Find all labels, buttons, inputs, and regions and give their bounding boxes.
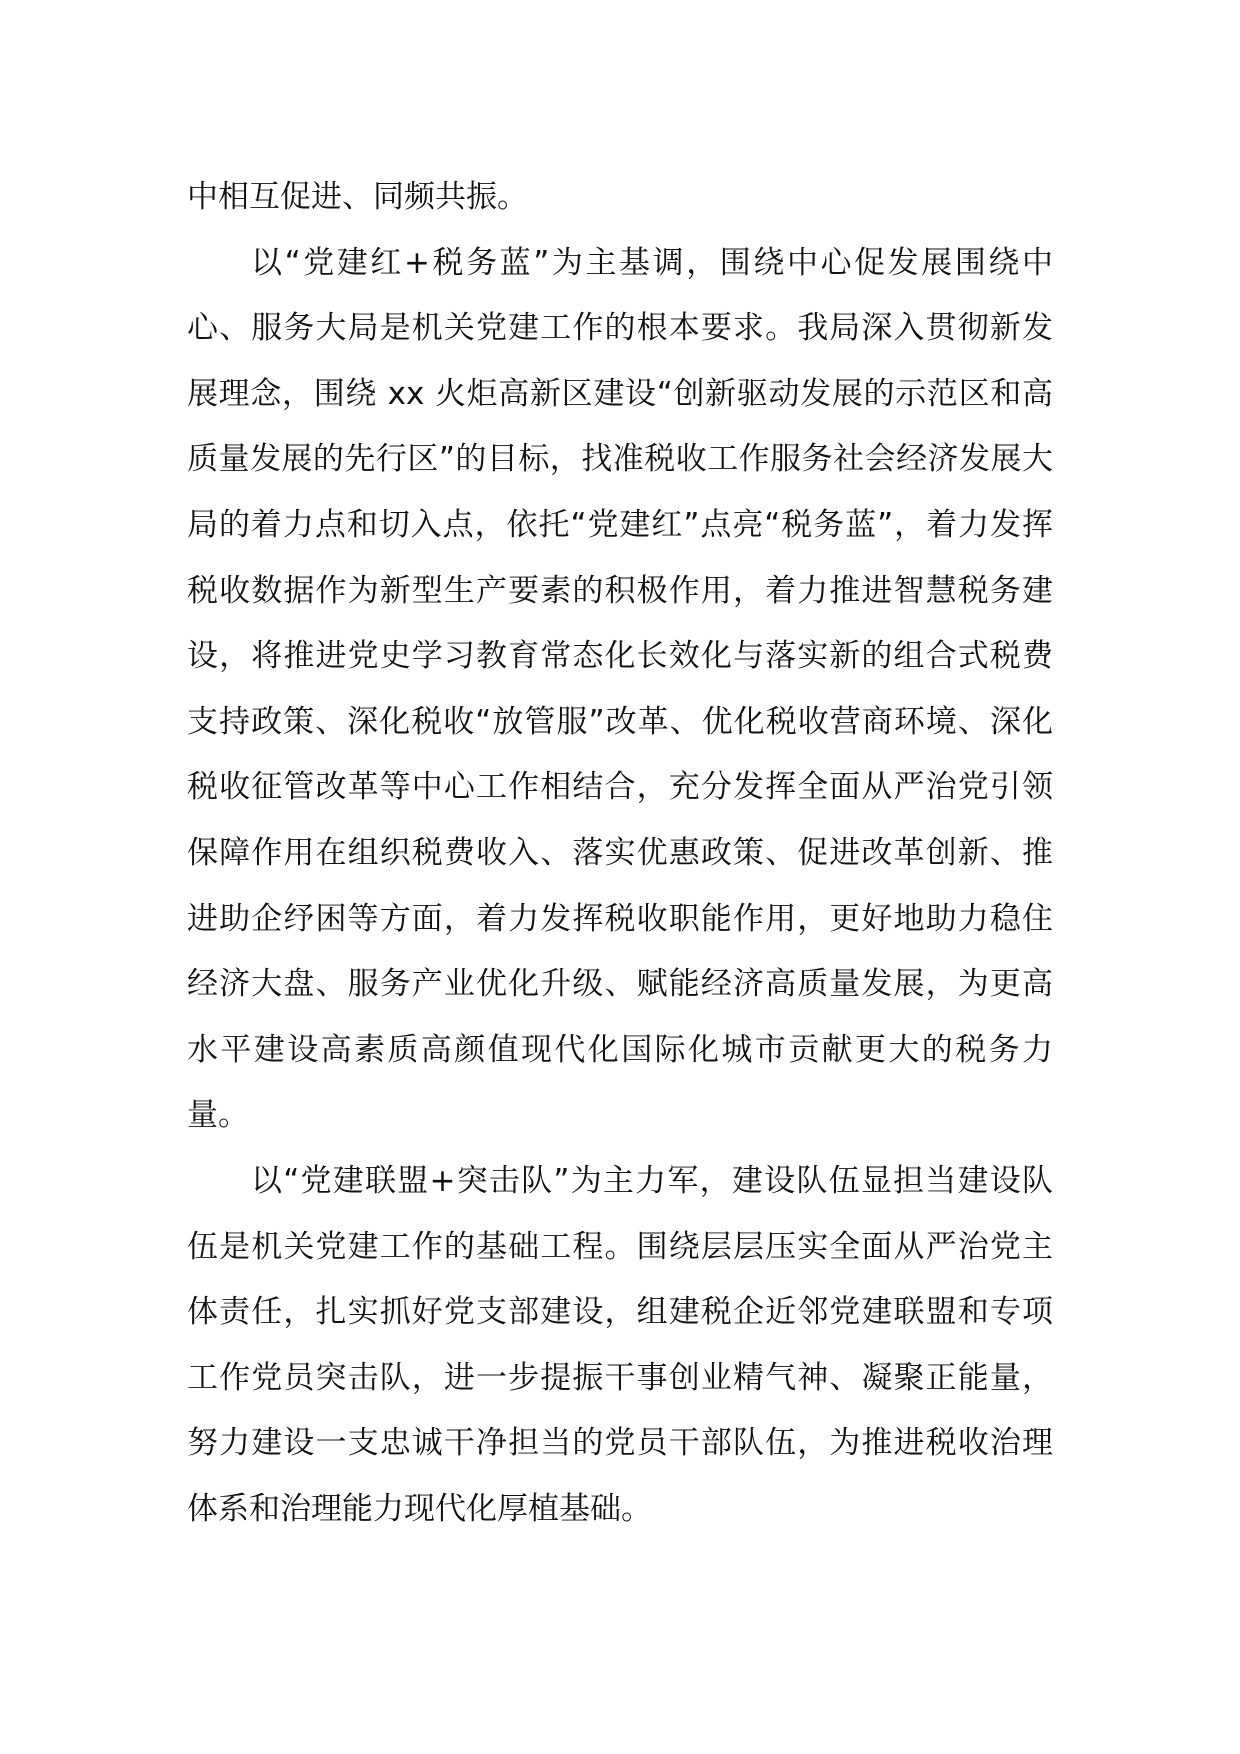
paragraph-continuation: 中相互促进、同频共振。 — [187, 179, 528, 215]
body-text — [187, 165, 1053, 1542]
paragraph-party-alliance-strike-team: 以“党建联盟+突击队”为主力军，建设队伍显担当建设队伍是机关党建工作的基础工程。围绕层层压实全面从严治党主体责任，扎实抓好党支部建设，组建税企近邻党建联盟和专项工作党员突击队，进一步提振干事创业精气神、凝聚正能量，努力建设一支忠诚干净担当的党员干部队伍，为推进税收治理体系和治理能力现代化厚植基础。 — [187, 1162, 1053, 1527]
paragraph-party-red-tax-blue: 以“党建红+税务蓝”为主基调，围绕中心促发展围绕中心、服务大局是机关党建工作的根本要求。我局深入贯彻新发展理念，围绕 xx 火炬高新区建设“创新驱动发展的示范区和高质量发展的先行区”的目标，找准税收工作服务社会经济发展大局的着力点和切入点，依托“党建红”点亮“税务蓝”，着力发挥税收数据作为新型生产要素的积极作用，着力推进智慧税务建设，将推进党史学习教育常态化长效化与落实新的组合式税费支持政策、深化税收“放管服”改革、优化税收营商环境、深化税收征管改革等中心工作相结合，充分发挥全面从严治党引领保障作用在组织税费收入、落实优惠政策、促进改革创新、推进助企纾困等方面，着力发挥税收职能作用，更好地助力稳住经济大盘、服务产业优化升级、赋能经济高质量发展，为更高水平建设高素质高颜值现代化国际化城市贡献更大的税务力量。 — [187, 244, 1053, 1134]
